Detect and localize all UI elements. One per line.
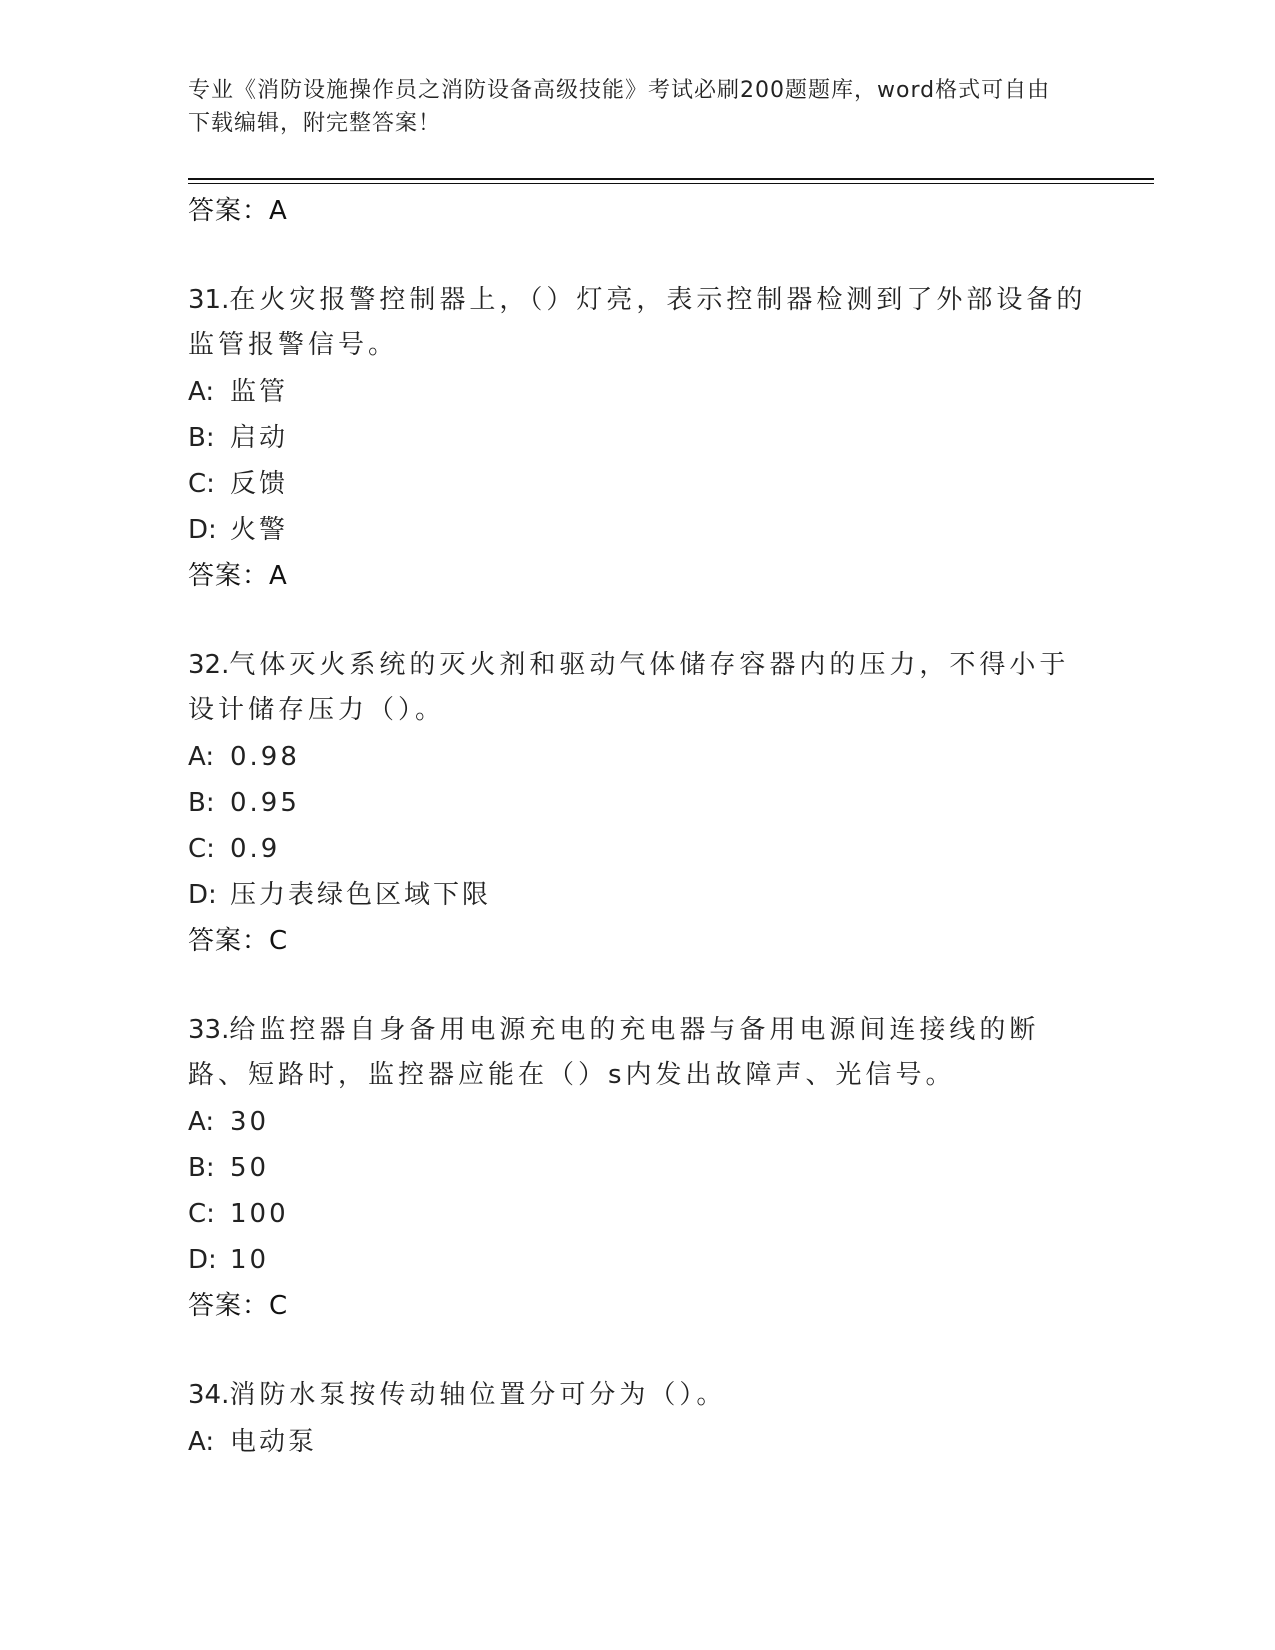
option-text: 启动	[230, 423, 289, 453]
question-stem	[188, 643, 1088, 733]
option-text: 50	[230, 1153, 270, 1183]
option-text: 火警	[230, 515, 289, 545]
question-stem	[188, 1008, 1088, 1098]
option-text: 0.9	[230, 834, 281, 864]
option-b	[188, 415, 1088, 461]
option-key: D:	[188, 880, 217, 910]
option-d	[188, 1237, 1088, 1283]
option-c	[188, 461, 1088, 507]
option-a	[188, 1099, 1088, 1145]
option-key: B:	[188, 788, 215, 818]
header-divider-thin	[188, 183, 1154, 184]
answer-line: 答案：A	[188, 196, 288, 226]
question-number: 31.	[188, 285, 230, 315]
option-key: C:	[188, 1199, 215, 1229]
option-b	[188, 1145, 1088, 1191]
option-text: 10	[230, 1245, 270, 1275]
question-stem	[188, 1373, 1088, 1418]
option-d	[188, 507, 1088, 553]
option-text: 0.98	[230, 742, 300, 772]
document-header	[188, 74, 1068, 140]
question-33	[188, 1008, 1088, 1329]
answer-line: 答案：C	[188, 926, 289, 956]
option-key: A:	[188, 1107, 215, 1137]
option-key: A:	[188, 742, 215, 772]
question-number: 32.	[188, 650, 230, 680]
header-text: 专业《消防设施操作员之消防设备高级技能》考试必刷200题题库，word格式可自由下载编辑，附完整答案！	[188, 78, 1051, 136]
option-c	[188, 1191, 1088, 1237]
question-stem	[188, 278, 1088, 368]
header-divider-thick	[188, 178, 1154, 180]
option-key: D:	[188, 515, 217, 545]
option-a	[188, 1419, 1088, 1465]
option-key: C:	[188, 834, 215, 864]
option-b	[188, 780, 1088, 826]
question-text: 在火灾报警控制器上，（）灯亮，表示控制器检测到了外部设备的监管报警信号。	[188, 285, 1087, 360]
question-31	[188, 278, 1088, 599]
question-list	[188, 188, 1088, 1465]
question-34	[188, 1373, 1088, 1465]
question-text: 消防水泵按传动轴位置分可分为（）。	[229, 1380, 727, 1410]
option-c	[188, 826, 1088, 872]
option-key: B:	[188, 1153, 215, 1183]
question-32	[188, 643, 1088, 964]
answer-line: 答案：A	[188, 561, 288, 591]
option-text: 监管	[230, 377, 289, 407]
option-text: 30	[230, 1107, 270, 1137]
option-key: A:	[188, 377, 215, 407]
question-text: 气体灭火系统的灭火剂和驱动气体储存容器内的压力，不得小于设计储存压力（）。	[188, 650, 1070, 725]
option-key: A:	[188, 1427, 215, 1457]
option-key: C:	[188, 469, 215, 499]
option-key: B:	[188, 423, 215, 453]
option-key: D:	[188, 1245, 217, 1275]
option-a	[188, 369, 1088, 415]
option-text: 0.95	[230, 788, 300, 818]
option-text: 反馈	[230, 469, 289, 499]
question-number: 34.	[188, 1380, 230, 1410]
option-text: 压力表绿色区域下限	[230, 880, 492, 910]
option-a	[188, 734, 1088, 780]
question-text: 给监控器自身备用电源充电的充电器与备用电源间连接线的断路、短路时，监控器应能在（）s内发出故障声、光信号。	[188, 1015, 1040, 1090]
option-text: 100	[230, 1199, 289, 1229]
option-text: 电动泵	[230, 1427, 318, 1457]
answer-line: 答案：C	[188, 1291, 289, 1321]
question-number: 33.	[188, 1015, 230, 1045]
option-d	[188, 872, 1088, 918]
